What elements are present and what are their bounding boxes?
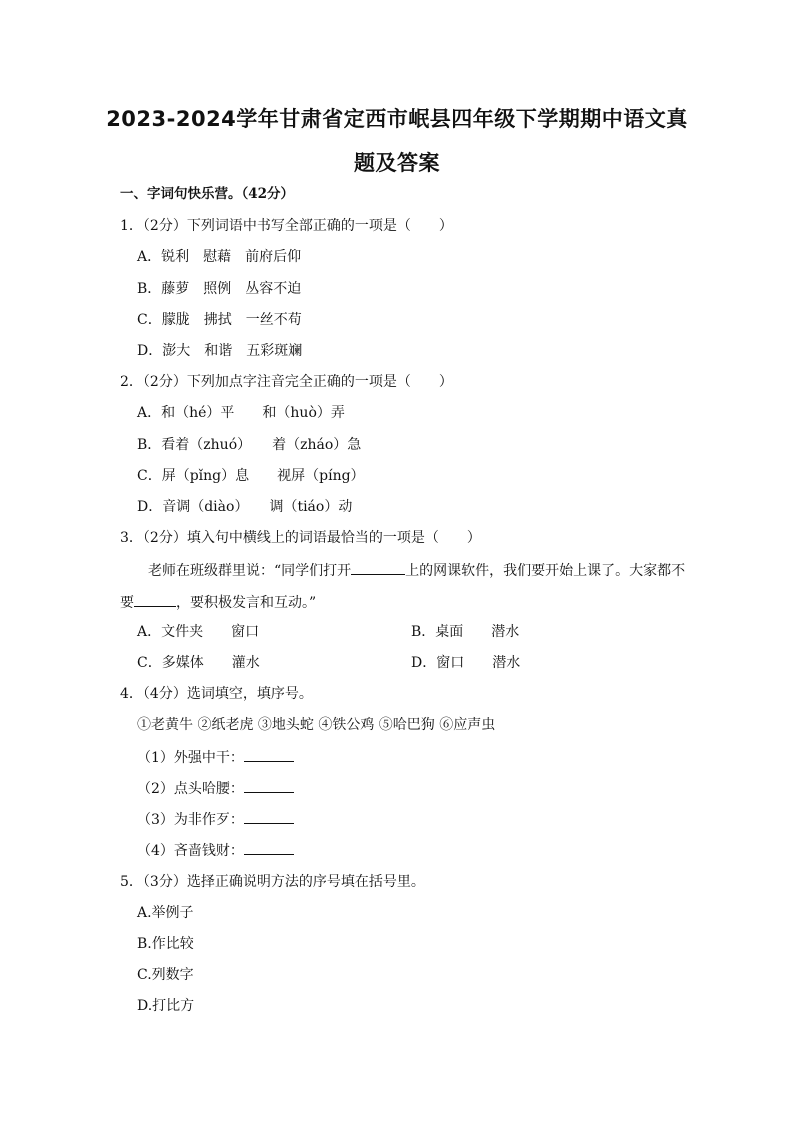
item-label: （1）外强中干： (137, 750, 244, 766)
question-3-option-b: B．桌面 潜水 (411, 624, 520, 640)
question-2-option-c: C．屏（pǐng）息 视屏（píng） (137, 468, 365, 484)
question-1-stem: 1．（2分）下列词语中书写全部正确的一项是（ ） (120, 218, 453, 234)
question-4-item-2 (137, 778, 294, 799)
question-2-option-d: D．音调（diào） 调（tiáo）动 (137, 499, 353, 515)
item-label: （3）为非作歹： (137, 812, 244, 828)
document-title-line-1: 2023-2024学年甘肃省定西市岷县四年级下学期期中语文真 (106, 107, 688, 131)
question-2-option-a: A．和（hé）平 和（huò）弄 (137, 405, 345, 421)
question-3-option-a: A．文件夹 窗口 (137, 624, 260, 640)
question-5-stem: 5．（3分）选择正确说明方法的序号填在括号里。 (120, 874, 425, 890)
answer-blank (244, 778, 294, 793)
sentence-text: 要 (120, 595, 134, 611)
answer-blank (244, 840, 294, 855)
question-4-item-4 (137, 840, 294, 861)
question-3-option-c: C．多媒体 灌水 (137, 655, 260, 671)
question-5-option-d: D.打比方 (137, 998, 195, 1014)
answer-blank (244, 809, 294, 824)
item-label: （4）吝啬钱财： (137, 843, 244, 859)
item-label: （2）点头哈腰： (137, 781, 244, 797)
question-4-item-1 (137, 747, 294, 768)
question-5-option-c: C.列数字 (137, 967, 194, 983)
question-4-stem: 4．（4分）选词填空，填序号。 (120, 686, 313, 702)
question-3-option-d: D．窗口 潜水 (411, 655, 521, 671)
document-title-line-2: 题及答案 (354, 151, 440, 175)
question-3-stem: 3．（2分）填入句中横线上的词语最恰当的一项是（ ） (120, 530, 481, 546)
question-5-option-b: B.作比较 (137, 936, 194, 952)
question-1-option-d: D．澎大 和谐 五彩斑斓 (137, 343, 303, 359)
sentence-text: ，要积极发言和互动。” (176, 595, 317, 611)
question-2-option-b: B．看着（zhuó） 着（zháo）急 (137, 437, 362, 453)
sentence-text: 老师在班级群里说：“同学们打开 (148, 563, 352, 579)
question-4-item-3 (137, 809, 294, 830)
question-1-option-c: C．朦胧 拂拭 一丝不苟 (137, 312, 302, 328)
question-4-word-choices: ①老黄牛 ②纸老虎 ③地头蛇 ④铁公鸡 ⑤哈巴狗 ⑥应声虫 (137, 717, 496, 733)
question-5-option-a: A.举例子 (137, 905, 194, 921)
question-1-option-b: B．藤萝 照例 丛容不迫 (137, 281, 302, 297)
question-2-stem: 2．（2分）下列加点字注音完全正确的一项是（ ） (120, 374, 453, 390)
question-3-sentence-line-2 (120, 592, 316, 613)
section-heading: 一、字词句快乐营。（42分） (120, 186, 295, 202)
question-1-option-a: A．锐利 慰藉 前府后仰 (137, 249, 302, 265)
fill-blank (134, 592, 176, 607)
answer-blank (244, 747, 294, 762)
question-3-sentence-line-1 (148, 560, 685, 581)
sentence-text: 上的网课软件，我们要开始上课了。大家都不 (405, 563, 686, 579)
fill-blank (351, 560, 405, 575)
